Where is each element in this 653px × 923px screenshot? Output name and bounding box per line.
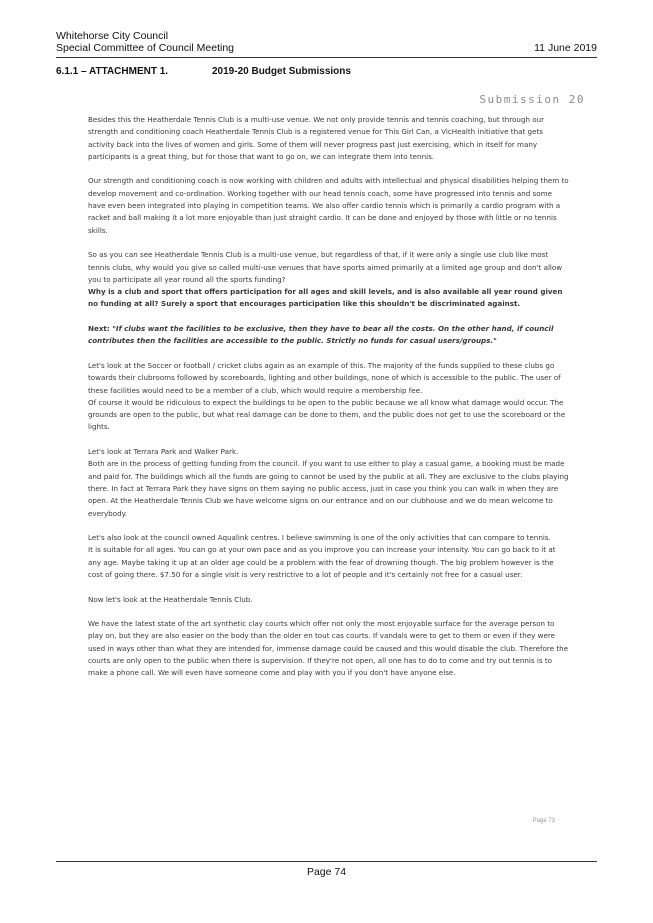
paragraph: So as you can see Heatherdale Tennis Club is a multi-use venue, but regardless of that, if it were only a single use club like most tennis clubs, why would you give so called multi-use venues that have sports aimed primarily at a limited age group and don't allow you to participate all year round all the sports funding? bbox=[88, 250, 563, 284]
attachment-title: 2019-20 Budget Submissions bbox=[212, 66, 351, 77]
submission-stamp: Submission 20 bbox=[479, 93, 585, 106]
paragraph: Of course it would be ridiculous to expect the buildings to be open to the public because we all know what damage would occur. The grounds are open to the public, but what real damage can be done to them, and the public does not get to use the scoreboard or the lights. bbox=[88, 397, 566, 432]
meeting-date: 11 June 2019 bbox=[534, 42, 597, 54]
header-row bbox=[56, 42, 597, 54]
paragraph: Our strength and conditioning coach is now working with children and adults with intellectual and physical disabilities helping them to develop movement and co-ordination. Working together with our head tennis coach, some have progressed into tennis and some have even been integrated into playing in competition teams. We also offer cardio tennis which is primarily a cardio program with a racket and ball making it a lot more enjoyable than just straight cardio. It can be done and enjoyed by those with little or no tennis skills. bbox=[88, 176, 569, 235]
page-number: Page 74 bbox=[306, 866, 347, 878]
footer-divider bbox=[56, 861, 597, 862]
organisation-name: Whitehorse City Council bbox=[56, 30, 169, 42]
next-quote: "If clubs want the facilities to be exclusive, then they have to bear all the costs. On the other hand, if council contributes then the facilities are accessible to the public. Strictly no funds for casual users/groups." bbox=[88, 324, 554, 346]
paragraph: Let's also look at the council owned Aqualink centres. I believe swimming is one of the only activities that can compare to tennis. bbox=[88, 533, 551, 543]
paragraph: Why is a club and sport that offers participation for all ages and skill levels, and is also available all year round given no funding at all? Surely a sport that encourages participation like this shouldn't be discriminated against. bbox=[88, 287, 563, 309]
page-header bbox=[56, 30, 597, 54]
paragraph: Both are in the process of getting funding from the council. If you want to use either to play a casual game, a booking must be made and paid for. The buildings which all the funds are going to cannot be used by the public at all. They are exclusive to the clubs playing there. In fact at Terrara Park they have signs on them saying no public access, just in case you think you can walk in when they are open. At the Heatherdale Tennis Club we have welcome signs on our entrance and on our clubhouse and we do mean welcome to everybody. bbox=[88, 459, 569, 518]
paragraph: Let's look at Terrara Park and Walker Park. bbox=[88, 447, 239, 457]
original-page-number: Page 73 bbox=[532, 818, 555, 824]
next-paragraph bbox=[88, 323, 570, 348]
next-label: Next: bbox=[88, 324, 110, 334]
paragraph: Now let's look at the Heatherdale Tennis Club. bbox=[88, 594, 253, 604]
header-divider bbox=[56, 57, 597, 58]
meeting-name: Special Committee of Council Meeting bbox=[56, 42, 234, 54]
paragraph: It is suitable for all ages. You can go at your own pace and as you improve you can increase your intensity. You can go back to it at any age. Maybe taking it up at an older age could be a problem with the fear of drowning though. The big problem however is the cost of going there. $7.50 for a single visit is very restrictive to a lot of people and it's certainly not free for a casual user. bbox=[88, 545, 556, 579]
paragraph: We have the latest state of the art synthetic clay courts which offer not only the most enjoyable surface for the average person to play on, but they are also easier on the body than the older en tout cas courts. If vandals were to get to them or even if they were used in ways other than what they are intended for, immense damage could be caused and this would disable the club. Therefore the courts are only open to the public when there is supervision. If they're not open, all one has to do to come and try out tennis is to make a phone call. We will even have someone come and play with you if you don't have anyone else. bbox=[88, 619, 569, 678]
attachment-heading bbox=[56, 66, 351, 77]
submission-body bbox=[88, 114, 570, 692]
paragraph: Besides this the Heatherdale Tennis Club is a multi-use venue. We not only provide tennis and tennis coaching, but through our strength and conditioning coach Heatherdale Tennis Club is a registered venue for This Girl Can, a VicHealth initiative that gets activity back into the lives of women and girls. Some of them will never progress past just exercising, which in itself for many participants is a great thing, but for those that want to go on, we can integrate them into tennis. bbox=[88, 115, 545, 161]
paragraph: Let's look at the Soccer or football / cricket clubs again as an example of this. The majority of the funds supplied to these clubs go towards their clubrooms followed by scoreboards, lighting and other buildings, none of which is accessible to the public. The user of these facilities would need to be a member of a club, which would require a membership fee. bbox=[88, 360, 561, 395]
attachment-label: 6.1.1 – ATTACHMENT 1. bbox=[56, 66, 169, 77]
